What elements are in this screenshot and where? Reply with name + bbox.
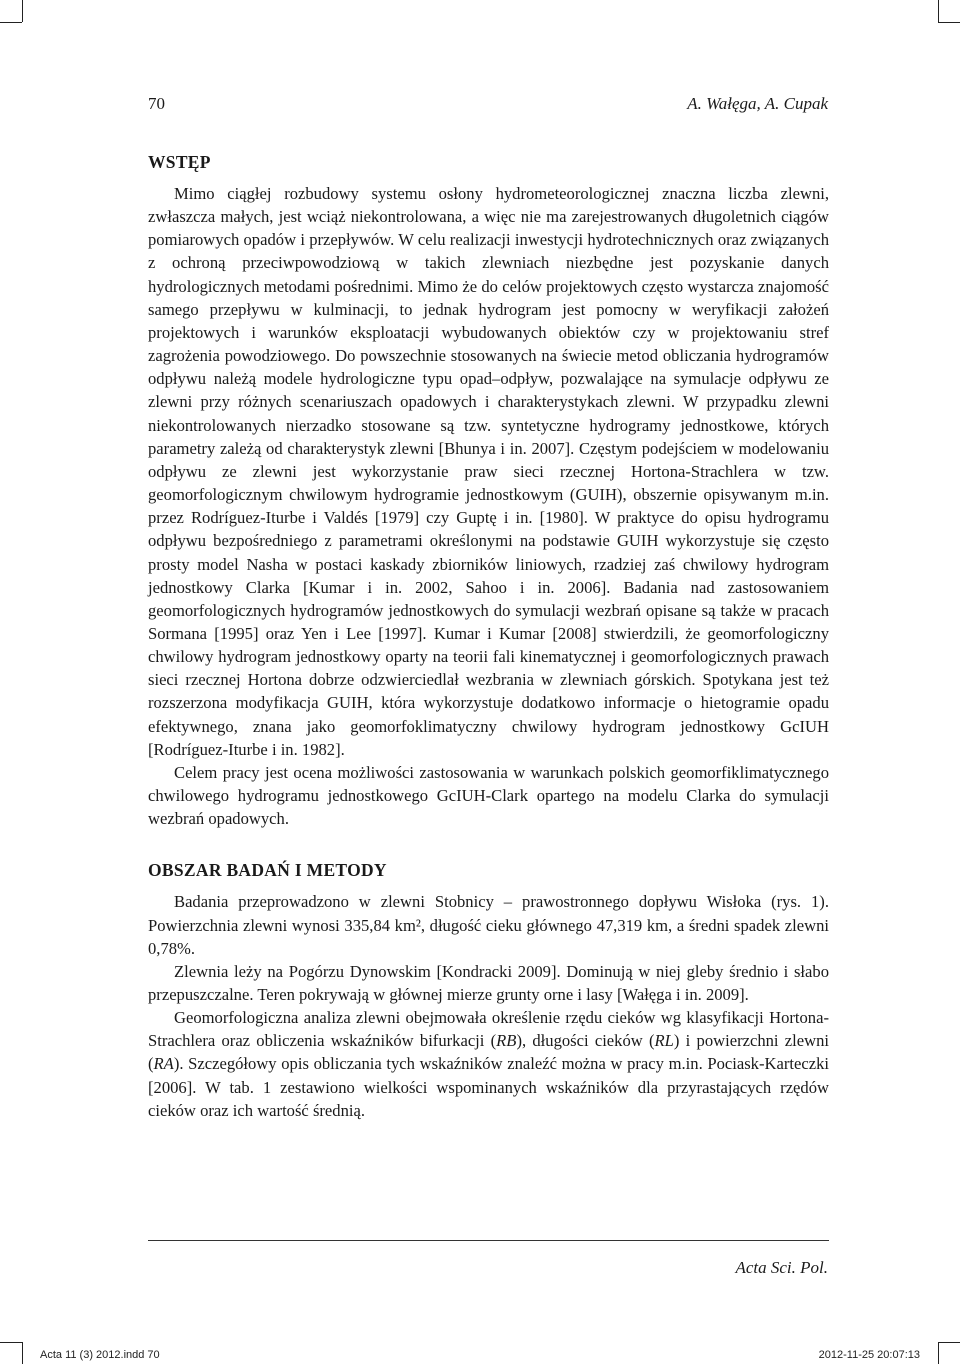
print-slug-file: Acta 11 (3) 2012.indd 70: [40, 1349, 160, 1361]
paragraph: Zlewnia leży na Pogórzu Dynowskim [Kondracki 2009]. Dominują w niej gleby średnio i słabo przepuszczalne. Teren pokrywają w głównej mierze grunty orne i lasy [Wałęga i in. 2009].: [148, 961, 829, 1004]
crop-mark: [22, 0, 23, 22]
paragraph: Mimo ciągłej rozbudowy systemu osłony hydrometeorologicznej znaczna liczba zlewni, zwłaszcza małych, jest wciąż niekontrolowana, a więc nie ma zarejestrowanych długoletnich ciągów pomiarowych opadów i przepływów. W celu realizacji inwestycji hydrotechnicznych oraz związanych z ochroną przeciwpowodziową w takich zlewniach niezbędne jest pozyskanie danych hydrologicznych metodami pośrednimi. Mimo że do celów projektowych często wystarcza znajomość samego przepływu w kulminacji, to jednak hydrogram jest pomocny w weryfikacji założeń projektowych i warunków eksploatacji wybudowanych obiektów czy w projektowaniu stref zagrożenia powodziowego. Do powszechnie stosowanych na świecie metod obliczania hydrogramów odpływu należą modele hydrologiczne typu opad–odpływ, pozwalające na symulacje odpływu ze zlewni przy różnych scenariuszach opadowych i charakterystykach zlewni. W przypadku zlewni niekontrolowanych nierzadko stosowane są tzw. syntetyczne hydrogramy jednostkowe, których parametry zależą od charakterystyk zlewni [Bhunya i in. 2007]. Częstym podejściem w modelowaniu odpływu ze zlewni jest wykorzystanie praw sieci rzecznej Hortona-Strachlera w tzw. geomorfologicznym chwilowym hydrogramie jednostkowym (GUIH), obszernie opisywanym m.in. przez Rodríguez-Iturbe i Valdés [1979] czy Guptę i in. [1980]. W praktyce do opisu hydrogramu odpływu bezpośredniego z parametrami określonymi na podstawie GUIH wykorzystuje się często prosty model Nasha w postaci kaskady zbiorników liniowych, rzadziej zaś chwilowy hydrogram jednostkowy Clarka [Kumar i in. 2002, Sahoo i in. 2006]. Badania nad zastosowaniem geomorfologicznych hydrogramów jednostkowych do symulacji wezbrań opisane są także w pracach Sormana [1995] oraz Yen i Lee [1997]. Kumar i Kumar [2008] stwierdzili, że geomorfologiczny chwilowy hydrogram jednostkowy oparty na teorii fali kinematycznej i geomorfologicznych prawach sieci rzecznej Hortona dobrze odzwierciedlał wezbrania w zlewniach górskich. Spotykana jest też rozszerzona modyfikacja GUIH, która wykorzystuje dodatkowo informacje o hietogramie opadu efektywnego, znana jako geomorfoklimatyczny chwilowy hydrogram jednostkowy GcIUH [Rodríguez-Iturbe i in. 1982].: [148, 184, 829, 759]
paragraph: Badania przeprowadzono w zlewni Stobnicy – prawostronnego dopływu Wisłoka (rys. 1). Powierzchnia zlewni wynosi 335,84 km², długość cieku głównego 47,319 km, a średni spadek zlewni 0,78%.: [148, 892, 829, 958]
print-slug-timestamp: 2012-11-25 20:07:13: [818, 1349, 920, 1361]
article-body: [148, 148, 829, 1122]
page-number: 70: [148, 94, 165, 113]
footer-rule: [148, 1240, 829, 1241]
journal-name: Acta Sci. Pol.: [735, 1258, 828, 1277]
running-head-authors: A. Wałęga, A. Cupak: [687, 94, 828, 113]
crop-mark: [938, 1342, 939, 1364]
crop-mark: [0, 1342, 22, 1343]
crop-mark: [938, 22, 960, 23]
section-heading-obszar: OBSZAR BADAŃ I METODY: [148, 860, 387, 881]
section-heading-wstep: WSTĘP: [148, 152, 211, 172]
crop-mark: [0, 22, 22, 23]
paragraph: Celem pracy jest ocena możliwości zastosowania w warunkach polskich geomorfiklimatycznego chwilowego hydrogramu jednostkowego GcIUH-Clark opartego na modelu Clarka do symulacji wezbrań opadowych.: [148, 762, 829, 829]
paragraph: Geomorfologiczna analiza zlewni obejmowała określenie rzędu cieków wg klasyfikacji Hortona-Strachlera oraz obliczenia wskaźników bifurkacji (RB), długości cieków (RL) i powierzchni zlewni (RA). Szczegółowy opis obliczania tych wskaźników znaleźć można w pracy m.in. Pociask-Karteczki [2006]. W tab. 1 zestawiono wielkości wspominanych wskaźników dla przyrastających rzędów cieków oraz ich wartość średnią.: [148, 1008, 830, 1120]
crop-mark: [22, 1342, 23, 1364]
crop-mark: [938, 0, 939, 22]
crop-mark: [938, 1342, 960, 1343]
